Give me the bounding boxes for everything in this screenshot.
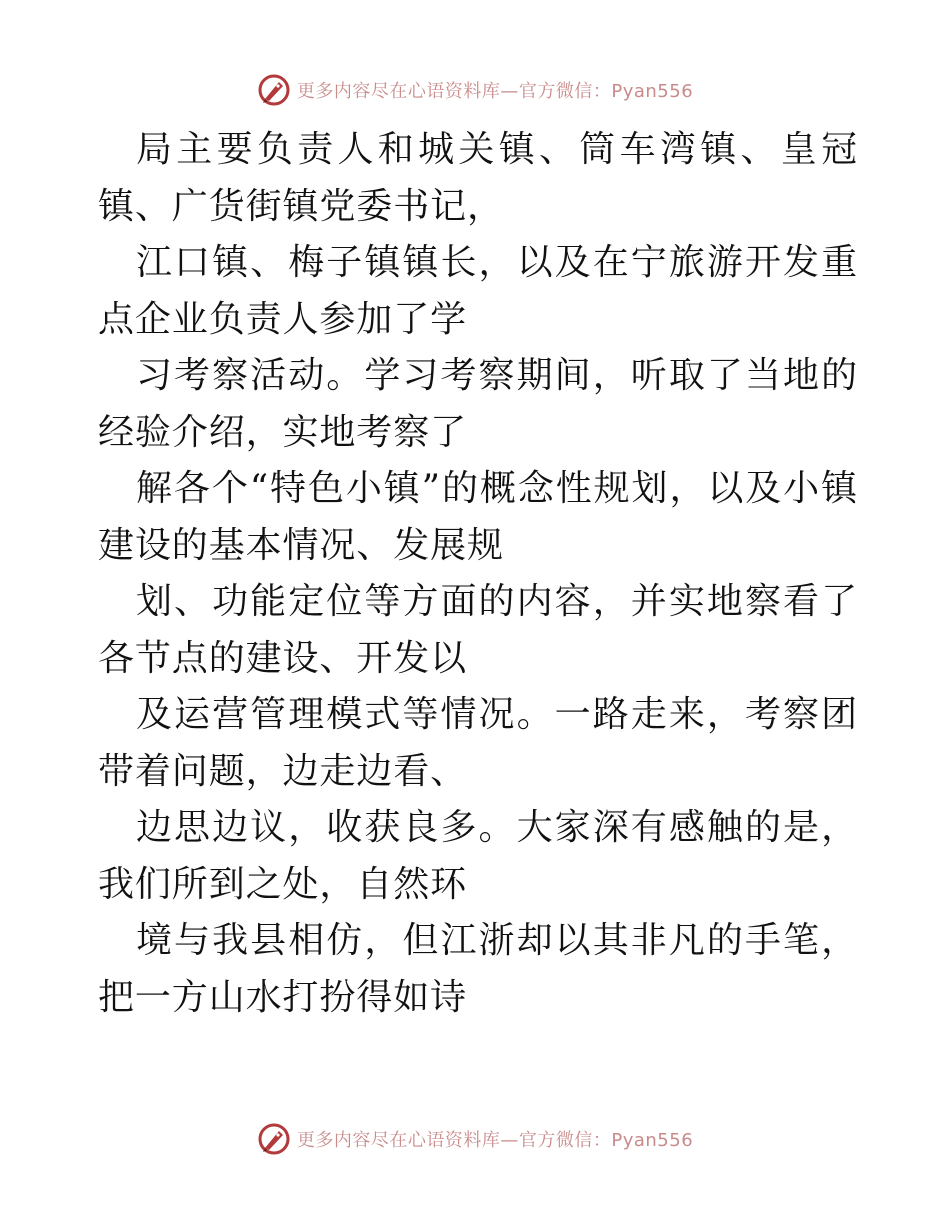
pen-nib-circle-icon [257, 73, 291, 107]
paragraph: 局主要负责人和城关镇、筒车湾镇、皇冠镇、广货街镇党委书记， [98, 129, 858, 227]
paragraph: 习考察活动。学习考察期间，听取了当地的经验介绍，实地考察了 [98, 355, 858, 453]
pen-nib-circle-icon [257, 1122, 291, 1156]
paragraph: 及运营管理模式等情况。一路走来，考察团带着问题，边走边看、 [98, 694, 858, 792]
paragraph: 江口镇、梅子镇镇长，以及在宁旅游开发重点企业负责人参加了学 [98, 242, 858, 340]
watermark-text: 更多内容尽在心语资料库—官方微信：Pyan556 [296, 1130, 694, 1151]
paragraph: 境与我县相仿，但江浙却以其非凡的手笔，把一方山水打扮得如诗 [98, 920, 858, 1018]
footer-watermark [0, 1119, 950, 1159]
paragraph: 划、功能定位等方面的内容，并实地察看了各节点的建设、开发以 [98, 581, 858, 679]
header-watermark [0, 70, 950, 110]
watermark-text: 更多内容尽在心语资料库—官方微信：Pyan556 [296, 81, 694, 102]
paragraph: 解各个“特色小镇”的概念性规划，以及小镇建设的基本情况、发展规 [98, 468, 858, 566]
document-body [98, 122, 858, 1026]
paragraph: 边思边议，收获良多。大家深有感触的是，我们所到之处，自然环 [98, 807, 858, 905]
